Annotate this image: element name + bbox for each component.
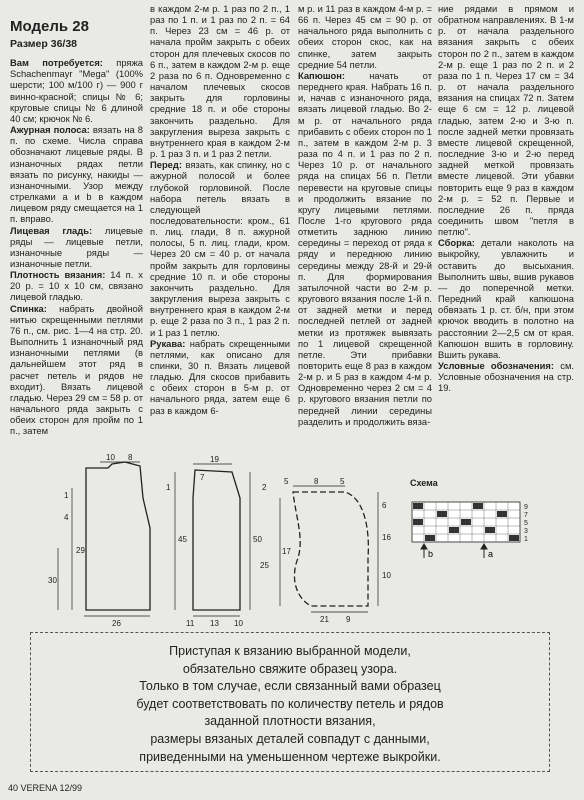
middle-dim-2: 2 [262,483,267,492]
column-3 [298,3,432,427]
sleeves-paragraph: Рукава: набрать скрещенными петлями, как описано для спинки, 30 п. Вязать лицевой гладью. Для скосов прибавить с обеих сторон в 5-м р. от начального ряда, затем еще 6 раз в каждом 6- [150,337,290,416]
hood-top-dim-2: 8 [314,477,319,486]
notice-line: будет соответствовать по количеству петель и рядов [136,696,444,711]
hood-bottom-dim-21: 21 [320,615,329,624]
front-top-dim: 19 [210,455,219,464]
middle-dim-50: 50 [253,535,262,544]
sleeves-continued-paragraph: м р. и 11 раз в каждом 4-м р. = 66 п. Через 45 см = 90 р. от начального ряда выполнить с обеих сторон скос, как на спинке, затем закрыть средние 54 петли. [298,3,432,70]
notice-line: обязательно свяжите образец узора. [182,661,398,676]
front-dim-13: 13 [210,619,219,628]
column-4 [438,3,574,393]
chart-row-9: 9 [524,504,528,511]
gauge-paragraph: Плотность вязания: 14 п. х 20 р. = 10 х 10 см, связано лицевой гладью. [10,269,143,303]
stitch-chart [412,502,528,559]
back-shoulder-dim: 8 [128,453,133,462]
middle-dim-25: 25 [260,561,269,570]
notice-box [30,632,550,772]
hood-left-dim-17: 17 [282,547,291,556]
notice-line: заданной плотности вязания, [204,714,376,729]
front-paragraph: Перед: вязать, как спинку, но с ажурной полосой и более глубокой горловиной. После набора петель вязать в следующей последовательности: кром., 61 п. лиц. глади, 8 п. ажурной полосы, 5 п. лиц. глади, кром. Через 20 см = 40 р. от начала пройм закрыть для горловины средние 10 п. и обе стороны закончить раздельно. Для закругления выреза закрыть с внутреннего края в каждом 2-м р. еще 2 раза по 3 п., 1 раз 2 п. и 1 раз 1 петлю. [150,159,290,338]
back-continued-paragraph: в каждом 2-м р. 1 раз по 2 п., 1 раз по 1 п. и 1 раз по 2 п. = 64 п. Через 23 см = 46 р. от начала пройм закрыть с обеих сторон для плечевых скосов по 6 п., затем в каждом 2-м р. еще 2 раза по 6 п. Одновременно с началом плечевых скосов закрыть для горловины средние 18 п. и обе стороны закончить раздельно. Для закругления выреза закрыть с внутреннего края в каждом 2-м р. 1 раз 3 п. и 1 раз 2 петли. [150,3,290,160]
pattern-diagrams [0,453,584,628]
back-dim-29: 29 [76,546,85,555]
notice-line: приведенными на уменьшенном чертеже выкройки. [139,749,441,764]
chart-row-5: 5 [524,520,528,527]
back-dim-1: 1 [64,491,69,500]
chart-row-1: 1 [524,536,528,543]
materials-paragraph: Вам потребуется: пряжа Schachenmayr "Mega" (100% шерсти; 100 м/100 г) — 900 г винно-красной; спицы № 6; круговые спицы № 6 длиной 40 см; крючок № 6. [10,57,143,124]
chart-row-7: 7 [524,512,528,519]
notice-line: Приступая к вязанию выбранной модели, [169,644,411,658]
size-label: Размер 36/38 [10,38,78,50]
column-1 [10,18,143,436]
assembly-paragraph: Сборка: детали наколоть на выкройку, увлажнить и оставить до высыхания. Выполнить швы, вшив рукавов — до поперечной метки. Передний край капюшона обвязать 1 р. ст. б/н, при этом крючок вводить в полотно на расстоянии 2—2,5 см от края. Капюшон вшить в горловину. Вшить рукава. [438,237,574,360]
hood-top-dim-3: 5 [340,477,345,486]
back-pattern-piece [86,462,150,610]
front-bottom-dim: 11 [186,619,195,628]
front-pattern-piece [193,470,240,610]
back-width-dim: 26 [112,619,121,628]
back-dim-4: 4 [64,513,69,522]
notice-line: размеры вязаных деталей совпадут с данными, [150,731,430,746]
front-dim-7: 7 [200,473,205,482]
stockinette-paragraph: Лицевая гладь: лицевые ряды — лицевые петли, изнаночные ряды — изнаночные петли. [10,224,143,269]
model-title: Модель 28 [10,18,89,35]
legend-paragraph: Условные обозначения: см. Условные обозначения на стр. 19. [438,360,574,394]
back-dim-30: 30 [48,576,57,585]
front-dim-10: 10 [234,619,243,628]
back-neck-dim: 10 [106,453,115,462]
hood-right-dim-10: 10 [382,571,391,580]
arrow-b-label: b [428,549,434,559]
page-footer: 40 VERENA 12/99 [8,783,83,793]
column-2 [150,3,290,416]
lace-strip-paragraph: Ажурная полоса: вязать на 8 п. по схеме. Числа справа обозначают лицевые ряды. В изнаночных рядах петли вязать по рисунку, накиды — изнаночными. Узор между стрелками a и b в каждом лицевом ряду смещается на 1 п. вправо. [10,124,143,225]
front-dim-45: 45 [178,535,187,544]
schema-title: Схема [410,478,438,488]
hood-paragraph: Капюшон: начать от переднего края. Набрать 16 п. и, начав с изнаночного ряда, вязать лицевой гладью. Во 2-м р. от начального ряда прибавить с обеих сторон по 1 п., затем в каждом 2-м р. 3 раза по 4 п. и 1 раз по 2 п. Через 10 р. от начального ряда на спицах 56 п. Петли перевести на круговые спицы и продолжить вязание по кругу лицевыми петлями. После 1-го кругового ряда отметить заднюю линию середины = переход от ряда к ряду и переднюю линию середины между 28-й и 29-й п. Для формирования затылочной части во 2-м р. кругового вязания после 1-й п. от задней метки и перед последней петлей от задней метки из протяжек вывязать по 1 лицевой скрещенной петле. Эти прибавки повторить еще 8 раз в каждом 2-м р. и 5 раз в каждом 4-м р. Одновременно через 2 см = 4 р. кругового вязания петли по передней линии середины разделить и продолжить вяза- [298,69,432,427]
hood-bottom-dim-9: 9 [346,615,351,624]
arrow-a-label: a [488,549,494,559]
hood-pattern-piece [293,492,368,606]
front-dim-1: 1 [166,483,171,492]
hood-right-dim-6: 6 [382,501,387,510]
hood-top-dim-1: 5 [284,477,289,486]
chart-row-3: 3 [524,528,528,535]
back-paragraph: Спинка: набрать двойной нитью скрещенными петлями 76 п., см. рис. 1—4 на стр. 20. Выполнить 1 изнаночный ряд изнаночными петлями (в дальнейшем этот ряд в расчет петель и рядов не входит). Вязать лицевой гладью. Через 29 см = 58 р. от начального ряда закрыть с обеих сторон для пройм по 1 п., затем [10,302,143,437]
hood-right-dim-16: 16 [382,533,391,542]
notice-line: Только в том случае, если связанный вами образец [139,679,441,694]
hood-continued-paragraph: ние рядами в прямом и обратном направлениях. В 1-м р. от начала раздельного вязания закрыть с обеих сторон по 2 п., затем в каждом 2-м р. еще 1 раз по 2 п. и 2 раза по 1 п. Через 17 см = 34 р. от начала раздельного вязания на спицах 72 п. Затем еще 6 см = 12 р. лицевой гладью, затем 2-ю и 3-ю п. после задней метки провязать вместе лицевой скрещенной, последние 3-ю и 2-ю перед задней меткой провязать вместе лицевой. Эти убавки повторить еще 9 раз в каждом 2-м р. = 52 п. Первые и последние 26 п. пряда соединить швом "петля в петлю". [438,3,574,238]
